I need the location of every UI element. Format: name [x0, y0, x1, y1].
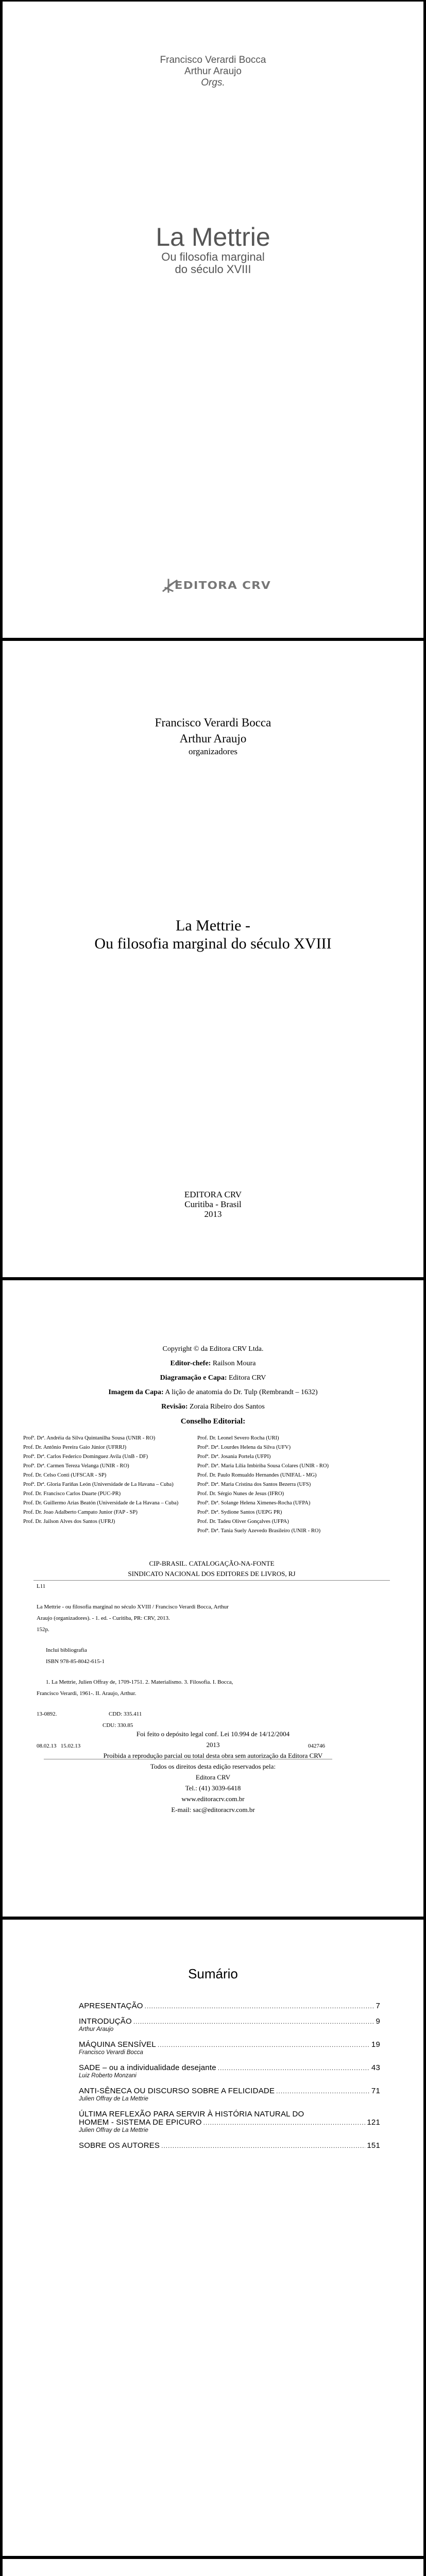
toc-author: Arthur Araujo: [79, 2026, 114, 2032]
cip-header-line: SINDICATO NACIONAL DOS EDITORES DE LIVROS, RJ: [128, 1570, 296, 1578]
cover-page: [0, 0, 426, 639]
summary-page: [0, 1918, 426, 2557]
half-title-page: [0, 639, 426, 1279]
table-of-contents: [79, 2002, 380, 2157]
council-member: Prof. Dr. Tadeu Oliver Gonçalves (UFPA): [197, 1519, 289, 1524]
council-member: Profª. Drª. Josania Portela (UFPI): [197, 1454, 271, 1460]
credit-value: Zoraia Ribeiro dos Santos: [190, 1403, 265, 1411]
half-title-authors: [3, 715, 423, 757]
toc-page-number: 121: [367, 2118, 380, 2127]
cip-control-number: 042746: [308, 1743, 325, 1749]
toc-leader-dots: [133, 2018, 374, 2026]
toc-title: MÁQUINA SENSÍVEL: [79, 2040, 156, 2049]
cip-subject-line: Francisco Verardi, 1961-. II. Araujo, Arthur.: [37, 1690, 137, 1697]
publisher-logo-text: EDITORA CRV: [174, 579, 271, 591]
toc-entry[interactable]: [79, 2087, 380, 2103]
presentation-page: [0, 2557, 426, 2576]
toc-leader-dots: [161, 2142, 365, 2150]
cover-subtitle-line: Ou filosofia marginal: [161, 250, 265, 263]
toc-title: APRESENTAÇÃO: [79, 2002, 143, 2010]
half-title-author: Francisco Verardi Bocca: [155, 716, 271, 729]
council-member: Profª. Drª. Tania Suely Azevedo Brasileiro (UNIR - RO): [197, 1528, 321, 1534]
cip-entry-line: La Mettrie - ou filosofia marginal no século XVIII / Francisco Verardi Bocca, Arthur: [37, 1604, 229, 1610]
council-member: Prof. Dr. Jailson Alves dos Santos (UFRJ): [23, 1519, 115, 1524]
publisher-name: Editora CRV: [195, 1773, 231, 1781]
credit-label: Revisão:: [161, 1403, 188, 1411]
toc-line: [79, 2142, 380, 2150]
classification-codes: [37, 1708, 390, 1731]
cip-subject-line: 1. La Mettrie, Julien Offray de, 1709-1751. 2. Materialismo. 3. Filosofia. I. Bocca,: [46, 1679, 233, 1685]
toc-entry[interactable]: [79, 2064, 380, 2080]
legal-notice: [3, 1728, 423, 1815]
legal-year: 2013: [206, 1741, 220, 1749]
publisher-email: E-mail: sac@editoracrv.com.br: [171, 1806, 255, 1814]
toc-entry[interactable]: [79, 2142, 380, 2150]
credit-revision: [3, 1400, 423, 1414]
copyright-page: [0, 1279, 426, 1918]
copyright-line: Copyright © da Editora CRV Ltda.: [162, 1345, 264, 1353]
toc-line: [79, 2064, 380, 2072]
council-title: Conselho Editorial:: [180, 1417, 246, 1426]
credit-label: Imagem da Capa:: [108, 1388, 164, 1396]
toc-page-number: 7: [376, 2002, 380, 2010]
toc-entry[interactable]: [79, 2002, 380, 2010]
council-member: Prof. Dr. Leonel Severo Rocha (URI): [197, 1435, 279, 1441]
credit-cover-image: [3, 1385, 423, 1400]
cip-header-line: CIP-BRASIL. CATALOGAÇÃO-NA-FONTE: [149, 1560, 275, 1567]
cdd-code: CDD: 335.411: [109, 1711, 142, 1717]
credit-editor-chief: [3, 1357, 423, 1371]
cip-entry-line: 152p.: [37, 1626, 49, 1633]
toc-leader-dots: [276, 2087, 370, 2095]
half-title-line: La Mettrie -: [176, 917, 250, 934]
credits-block: [3, 1342, 423, 1429]
credit-value: Editora CRV: [229, 1374, 266, 1382]
toc-entry[interactable]: [79, 2110, 380, 2134]
toc-line: [79, 2018, 380, 2026]
toc-title: HOMEM - SISTEMA DE EPICURO: [79, 2118, 202, 2127]
cip-body: [33, 1581, 390, 1752]
cip-note: Inclui bibliografia: [46, 1647, 87, 1653]
toc-title: INTRODUÇÃO: [79, 2017, 132, 2026]
imprint-publisher: EDITORA CRV: [184, 1190, 242, 1199]
council-member: Profª. Drª. Carmen Tereza Velanga (UNIR - RO): [23, 1463, 129, 1469]
cover-title: La Mettrie: [156, 223, 270, 251]
council-member: Prof. Dr. Sérgio Nunes de Jesus (IFRO): [197, 1491, 284, 1497]
council-member: Prof. Dr. Francisco Carlos Duarte (PUC-PR): [23, 1491, 121, 1497]
cip-date: 15.02.13: [60, 1743, 81, 1749]
cip-header: [33, 1558, 390, 1581]
toc-page-number: 71: [371, 2087, 380, 2095]
toc-author: Julien Offray de La Mettrie: [79, 2127, 148, 2133]
imprint: [3, 1190, 423, 1219]
council-member: Profª. Drª. Maria Cristina dos Santos Bezerra (UFS): [197, 1482, 311, 1487]
council-member: Profª. Drª. Solange Helena Ximenes-Rocha (UFPA): [197, 1500, 311, 1506]
publisher-logo: [3, 578, 423, 593]
toc-title-line: ÚLTIMA REFLEXÃO PARA SERVIR À HISTÓRIA NATURAL DO: [79, 2110, 304, 2119]
council-member: Prof. Dr. Antônio Pereira Gaio Júnior (UFRRJ): [23, 1445, 127, 1450]
council-member: Profª. Drª. Sydione Santos (UEPG PR): [197, 1510, 282, 1515]
toc-author: Luiz Roberto Monzani: [79, 2073, 137, 2079]
half-title-line: Ou filosofia marginal do século XVIII: [94, 935, 332, 952]
council-member: Prof. Dr. Paulo Romualdo Hernandes (UNIFAL - MG): [197, 1472, 317, 1478]
council-member: Profª. Drª. Maria Lília Imbiriba Sousa Colares (UNIR - RO): [197, 1463, 329, 1469]
toc-leader-dots: [203, 2119, 366, 2127]
cover-title-block: [3, 223, 423, 276]
imprint-year: 2013: [204, 1209, 222, 1219]
credit-layout-cover: [3, 1371, 423, 1385]
toc-title: SADE – ou a individualidade desejante: [79, 2063, 216, 2072]
toc-line: [79, 2041, 380, 2049]
toc-line: [79, 2087, 380, 2095]
cip-entry-line: Araujo (organizadores). - 1. ed. - Curitiba, PR: CRV, 2013.: [37, 1615, 170, 1621]
council-member: Profª. Drª. Gloria Fariñas León (Universidade de La Havana – Cuba): [23, 1482, 174, 1487]
imprint-city: Curitiba - Brasil: [184, 1199, 242, 1209]
council-member: Prof. Dr. Guillermo Arias Beatón (Universidade de La Havana – Cuba): [23, 1500, 179, 1506]
toc-entry[interactable]: [79, 2041, 380, 2057]
cover-author: Francisco Verardi Bocca: [160, 55, 266, 65]
organizers-label: organizadores: [188, 747, 238, 756]
toc-author: Francisco Verardi Bocca: [79, 2049, 143, 2056]
credit-label: Editor-chefe:: [170, 1360, 211, 1367]
legal-line: Foi feito o depósito legal conf. Lei 10.994 de 14/12/2004: [136, 1730, 290, 1738]
toc-line: [79, 2002, 380, 2010]
isbn: ISBN 978-85-8042-615-1: [46, 1658, 105, 1665]
cip-number: 13-0892.: [37, 1711, 57, 1717]
toc-leader-dots: [218, 2064, 370, 2072]
toc-page-number: 19: [371, 2040, 380, 2049]
toc-title: SOBRE OS AUTORES: [79, 2141, 160, 2150]
council-member: Profª. Drª. Carlos Federico Dominguez Avila (UnB - DF): [23, 1454, 148, 1460]
cip-code: L11: [37, 1583, 46, 1589]
editorial-council: [23, 1434, 408, 1536]
summary-heading: Sumário: [188, 1966, 238, 1981]
toc-page-number: 151: [367, 2141, 380, 2150]
toc-line: [79, 2119, 380, 2127]
cover-subtitle-line: do século XVIII: [175, 263, 251, 276]
toc-page-number: 43: [371, 2063, 380, 2072]
publisher-phone: Tel.: (41) 3039-6418: [185, 1784, 241, 1792]
toc-title: ANTI-SÊNECA OU DISCURSO SOBRE A FELICIDADE: [79, 2087, 275, 2095]
credit-label: Diagramação e Capa:: [160, 1374, 227, 1382]
publisher-website: www.editoracrv.com.br: [181, 1795, 245, 1803]
cover-authors: [3, 55, 423, 89]
toc-entry[interactable]: [79, 2018, 380, 2033]
council-right-column: [197, 1434, 408, 1536]
legal-line: Todos os direitos desta edição reservados pela:: [150, 1762, 276, 1770]
council-left-column: [23, 1434, 193, 1536]
toc-author: Julien Offray de La Mettrie: [79, 2096, 148, 2102]
cdu-code: CDU: 330.85: [103, 1722, 133, 1728]
council-member: Prof. Dr. Joao Adalberto Campato Junior (FAP - SP): [23, 1510, 138, 1515]
credit-value: Railson Moura: [212, 1360, 256, 1367]
half-title-author: Arthur Araujo: [179, 732, 247, 745]
credit-value: A lição de anatomia do Dr. Tulp (Rembrandt – 1632): [165, 1388, 318, 1396]
council-member: Prof. Dr. Celso Conti (UFSCAR - SP): [23, 1472, 107, 1478]
cip-date: 08.02.13: [37, 1743, 57, 1749]
cover-orgs-label: Orgs.: [201, 77, 225, 88]
toc-page-number: 9: [376, 2017, 380, 2026]
legal-line: Proibida a reprodução parcial ou total desta obra sem autorização da Editora CRV: [103, 1752, 323, 1759]
toc-leader-dots: [145, 2002, 374, 2010]
toc-leader-dots: [158, 2041, 370, 2049]
council-member: Profª. Drª. Andréia da Silva Quintanilha Sousa (UNIR - RO): [23, 1435, 156, 1441]
cover-author: Arthur Araujo: [184, 66, 242, 77]
council-member: Profª. Drª. Lourdes Helena da Silva (UFV): [197, 1445, 291, 1450]
half-title: [3, 917, 423, 953]
